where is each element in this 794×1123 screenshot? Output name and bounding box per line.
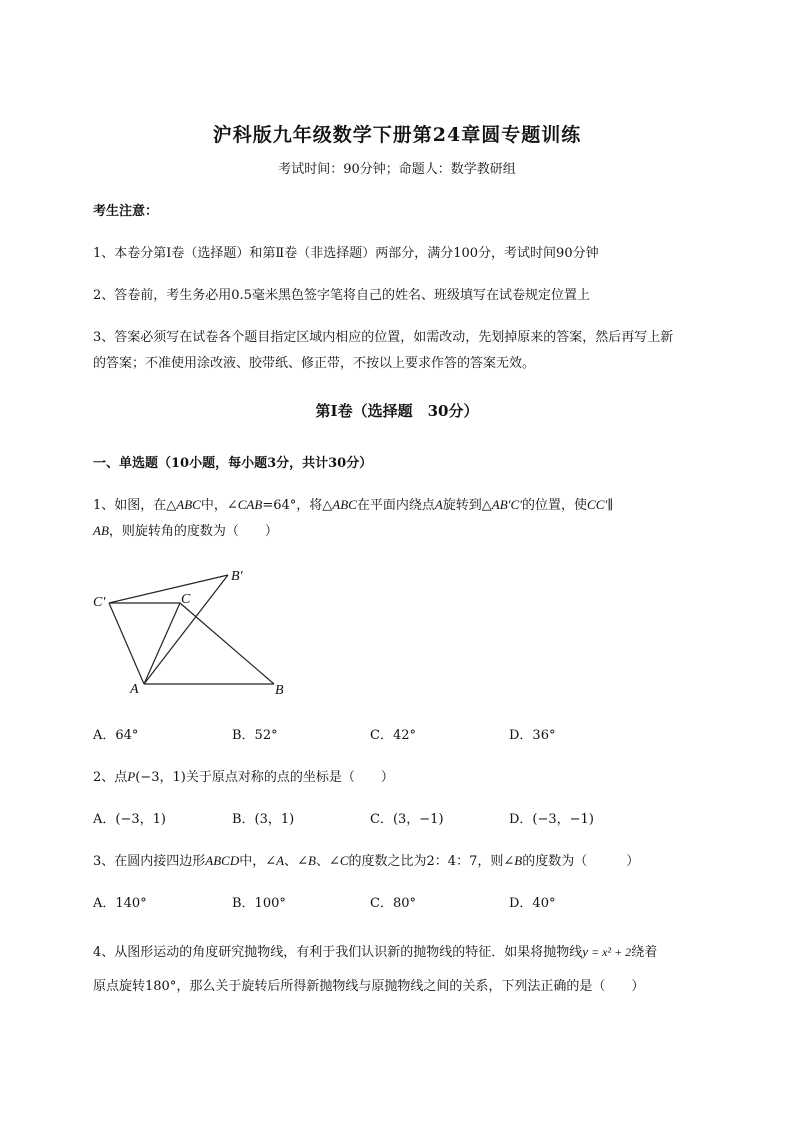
question-4-line1: 4、从图形运动的角度研究抛物线，有利于我们认识新的抛物线的特征．如果将抛物线y = x² + 2绕着	[93, 944, 658, 960]
q3-option-b: B．100°	[232, 896, 286, 911]
label-c: C	[181, 592, 191, 607]
rotation-figure	[88, 560, 298, 705]
q3-option-c: C．80°	[370, 896, 416, 911]
notice-item-3-cont: 的答案；不准使用涂改液、胶带纸、修正带，不按以上要求作答的答案无效。	[93, 356, 536, 371]
part1-title: 第I卷（选择题 30分）	[315, 402, 479, 420]
q3-option-a: A．140°	[93, 896, 147, 911]
q1-option-b: B．52°	[232, 728, 278, 743]
question-3: 3、在圆内接四边形ABCD中，∠A、∠B、∠C的度数之比为2：4：7，则∠B的度数为（ ）	[93, 853, 640, 869]
question-2: 2、点P(−3，1)关于原点对称的点的坐标是（ ）	[93, 769, 394, 785]
label-b: B	[275, 683, 284, 698]
q3-option-d: D．40°	[509, 896, 556, 911]
question-1-line1: 1、如图，在△ABC中，∠CAB=64°，将△ABC在平面内绕点A旋转到△AB′C′的位置，使CC′∥	[93, 497, 614, 513]
q2-option-b: B．(3，1)	[232, 812, 295, 827]
notice-heading: 考生注意：	[93, 204, 159, 219]
label-c-prime: C′	[93, 595, 106, 610]
segment-c-b	[180, 603, 274, 684]
notice-item-1: 1、本卷分第I卷（选择题）和第Ⅱ卷（非选择题）两部分，满分100分，考试时间90分钟	[93, 246, 599, 261]
q2-option-d: D．(−3，−1)	[509, 812, 594, 827]
question-1-line2: AB，则旋转角的度数为（ ）	[93, 523, 278, 539]
label-a: A	[130, 682, 139, 697]
label-b-prime: B′	[231, 569, 243, 584]
q2-option-a: A．(−3，1)	[93, 812, 166, 827]
q1-option-c: C．42°	[370, 728, 416, 743]
q1-option-d: D．36°	[509, 728, 556, 743]
page-title: 沪科版九年级数学下册第24章圆专题训练	[212, 124, 582, 146]
section-heading: 一、单选题（10小题，每小题3分，共计30分）	[93, 456, 373, 471]
q2-option-c: C．(3，−1)	[370, 812, 444, 827]
notice-item-2: 2、答卷前，考生务必用0.5毫米黑色签字笔将自己的姓名、班级填写在试卷规定位置上	[93, 288, 590, 303]
exam-subtitle: 考试时间：90分钟；命题人：数学教研组	[278, 162, 516, 177]
segment-c1-a	[109, 603, 144, 684]
q1-option-a: A．64°	[93, 728, 139, 743]
question-4-line2: 原点旋转180°，那么关于旋转后所得新抛物线与原抛物线之间的关系，下列法正确的是（ ）	[93, 979, 645, 994]
notice-item-3: 3、答案必须写在试卷各个题目指定区域内相应的位置，如需改动，先划掉原来的答案，然后再写上新	[93, 330, 674, 345]
